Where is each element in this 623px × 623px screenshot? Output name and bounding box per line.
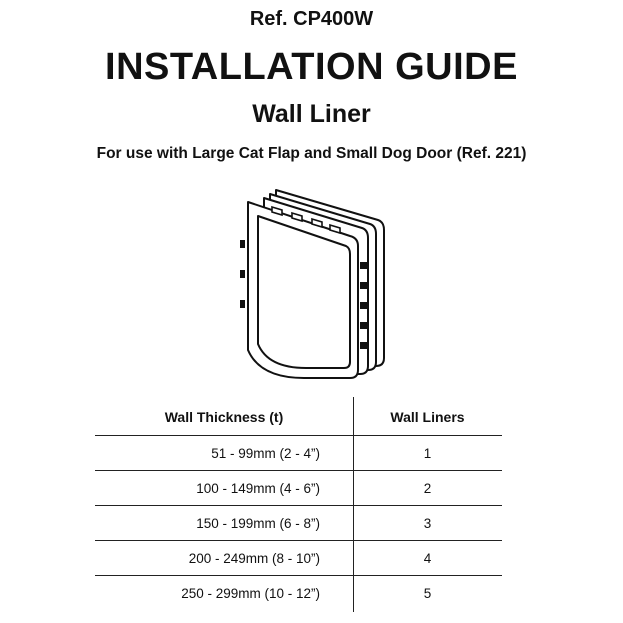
wall-thickness-table [95, 397, 502, 612]
reference-code: Ref. CP400W [249, 8, 374, 30]
product-name: Wall Liner [252, 100, 371, 128]
table-row [95, 575, 502, 611]
liners-cell: 3 [423, 516, 432, 531]
wall-liner-illustration [230, 180, 400, 380]
usage-note: For use with Large Cat Flap and Small Dog Door (Ref. 221) [96, 145, 527, 162]
table-row [95, 505, 502, 541]
thickness-cell: 200 - 249mm (8 - 10”) [188, 551, 320, 566]
liners-cell: 5 [423, 586, 432, 601]
thickness-cell: 250 - 299mm (10 - 12”) [181, 586, 320, 601]
page-title: INSTALLATION GUIDE [105, 46, 518, 88]
header-wall-liners: Wall Liners [390, 409, 465, 425]
header-wall-thickness: Wall Thickness (t) [164, 409, 284, 425]
thickness-cell: 100 - 149mm (4 - 6”) [196, 481, 320, 496]
thickness-cell: 150 - 199mm (6 - 8”) [196, 516, 320, 531]
table-row [95, 435, 502, 471]
liners-cell: 2 [423, 481, 432, 496]
liners-cell: 4 [423, 551, 432, 566]
table-row [95, 540, 502, 576]
liners-cell: 1 [423, 446, 432, 461]
thickness-cell: 51 - 99mm (2 - 4”) [211, 446, 320, 461]
table-row [95, 470, 502, 506]
